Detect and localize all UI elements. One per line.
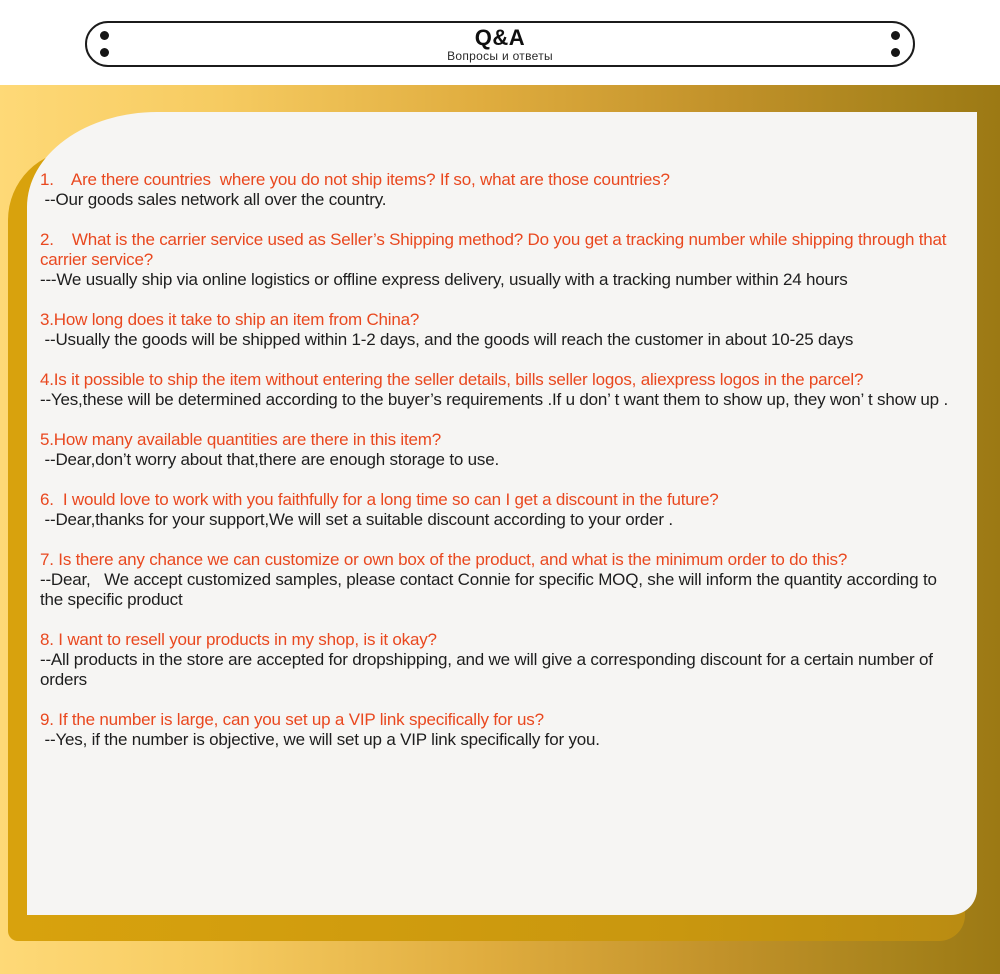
qa-list	[40, 170, 957, 750]
qa-item	[40, 550, 957, 610]
answer-text: --Yes,these will be determined according to the buyer’s requirements .If u don’ t want them to show up, they won’ t show up .	[40, 390, 948, 409]
answer-text: --Dear, We accept customized samples, please contact Connie for specific MOQ, she will inform the quantity according to the specific product	[40, 570, 942, 609]
page-title: Q&A	[474, 25, 526, 50]
answer-text: --Our goods sales network all over the country.	[40, 190, 387, 209]
qa-item	[40, 310, 957, 350]
header-strip	[0, 0, 1000, 85]
question-text: 1. Are there countries where you do not ship items? If so, what are those countries?	[40, 170, 670, 189]
answer-text: --Usually the goods will be shipped within 1-2 days, and the goods will reach the customer in about 10-25 days	[40, 330, 854, 349]
qa-badge	[85, 21, 915, 67]
answer-text: --Dear,don’t worry about that,there are enough storage to use.	[40, 450, 499, 469]
qa-item	[40, 170, 957, 210]
qa-item	[40, 370, 957, 410]
question-text: 9. If the number is large, can you set up a VIP link specifically for us?	[40, 710, 544, 729]
answer-text: ---We usually ship via online logistics or offline express delivery, usually with a tracking number within 24 hours	[40, 270, 848, 289]
question-text: 7. Is there any chance we can customize or own box of the product, and what is the minimum order to do this?	[40, 550, 848, 569]
qa-item	[40, 430, 957, 470]
question-text: 5.How many available quantities are there in this item?	[40, 430, 441, 449]
answer-text: --Dear,thanks for your support,We will set a suitable discount according to your order .	[40, 510, 673, 529]
question-text: 2. What is the carrier service used as Seller’s Shipping method? Do you get a tracking number while shipping through that carrier service?	[40, 230, 951, 269]
answer-text: --Yes, if the number is objective, we will set up a VIP link specifically for you.	[40, 730, 600, 749]
qa-item	[40, 230, 957, 290]
qa-item	[40, 630, 957, 690]
rivet-dot	[100, 31, 109, 40]
answer-text: --All products in the store are accepted for dropshipping, and we will give a corresponding discount for a certain number of orders	[40, 650, 938, 689]
question-text: 8. I want to resell your products in my shop, is it okay?	[40, 630, 437, 649]
question-text: 6. I would love to work with you faithfully for a long time so can I get a discount in the future?	[40, 490, 719, 509]
question-text: 4.Is it possible to ship the item without entering the seller details, bills seller logos, aliexpress logos in the parcel?	[40, 370, 864, 389]
qa-item	[40, 710, 957, 750]
qa-item	[40, 490, 957, 530]
rivet-dot	[100, 48, 109, 57]
rivet-dot	[891, 31, 900, 40]
rivet-dot	[891, 48, 900, 57]
qa-panel	[27, 112, 977, 915]
question-text: 3.How long does it take to ship an item from China?	[40, 310, 420, 329]
page-subtitle: Вопросы и ответы	[447, 49, 553, 63]
